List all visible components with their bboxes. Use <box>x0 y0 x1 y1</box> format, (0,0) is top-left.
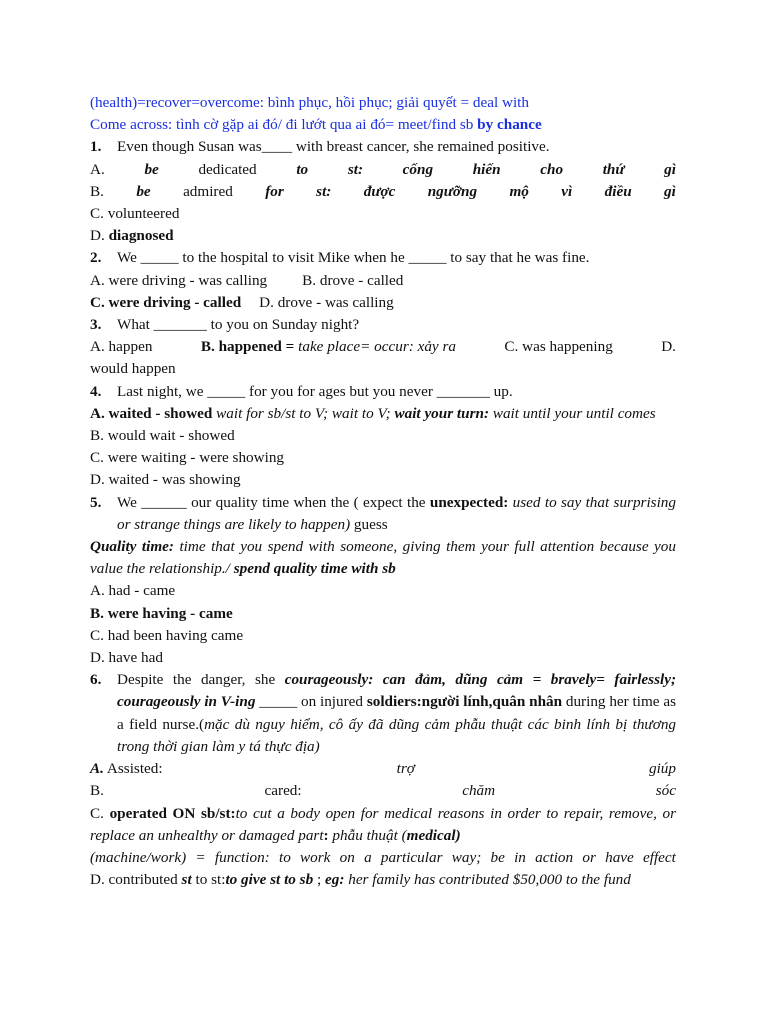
option-6b: B. cared: chăm sóc <box>90 782 676 800</box>
question-6 <box>90 669 676 758</box>
option-3b: B. happened = take place= occur: xảy ra <box>200 338 456 356</box>
option-1b: B. be admired for st: được ngưỡng mộ vì điều gì <box>90 182 676 200</box>
answer-highlight: diagnosed <box>108 227 174 245</box>
option-4a: A. waited - showed wait for sb/st to V; wait to V; wait your turn: wait until your until comes <box>90 404 656 422</box>
question-number: 5. <box>90 493 102 511</box>
question-number: 6. <box>90 671 102 689</box>
note-machine-work: (machine/work) = function: to work on a particular way; be in action or have effect <box>90 848 676 866</box>
question-number: 4. <box>90 382 102 400</box>
option-3d: D. <box>661 338 676 356</box>
question-2 <box>90 247 676 269</box>
option-3c: C. was happening <box>504 338 613 356</box>
options-2cd <box>90 292 676 314</box>
option-6a: A. Assisted: trợ giúp <box>90 760 676 778</box>
option-4b: B. would wait - showed <box>90 427 235 445</box>
option-2d: D. drove - was calling <box>259 293 394 311</box>
note-by-chance: by chance <box>477 116 542 134</box>
question-3 <box>90 314 676 336</box>
question-5 <box>90 492 676 536</box>
option-4d: D. waited - was showing <box>90 471 241 489</box>
question-number: 2. <box>90 249 102 267</box>
question-stem: Despite the danger, she courageously: can đảm, dũng cảm = bravely= fairlessly; courageously in V-ing _____ on injured soldiers:người lính,quân nhân during her time as a field nurse.(mặc dù nguy hiểm, cô ấy đã dũng cảm phẫu thuật các binh lính bị thương trong thời gian làm y tá thực địa) <box>117 671 677 755</box>
question-stem: We _____ to the hospital to visit Mike when he _____ to say that he was fine. <box>117 249 590 267</box>
option-3d-cont: would happen <box>90 360 176 378</box>
option-2c: C. were driving - called <box>90 293 242 311</box>
option-5a: A. had - came <box>90 582 176 600</box>
question-1 <box>90 136 676 158</box>
option-1d: D. diagnosed <box>90 227 174 245</box>
option-4c: C. were waiting - were showing <box>90 449 285 467</box>
question-number: 1. <box>90 138 102 156</box>
option-5d: D. have had <box>90 649 163 667</box>
question-stem: We ______ our quality time when the ( expect the unexpected: used to say that surprising or strange things are likely to happen) guess <box>117 493 676 533</box>
option-5c: C. had been having came <box>90 626 244 644</box>
question-stem: Last night, we _____ for you for ages but you never _______ up. <box>117 382 513 400</box>
note-quality-time: Quality time: time that you spend with someone, giving them your full attention because you value the relationship./ spend quality time with sb <box>90 538 676 578</box>
option-1c: C. volunteered <box>90 205 180 223</box>
option-2b: B. drove - called <box>302 271 404 289</box>
options-2ab <box>90 270 676 292</box>
question-number: 3. <box>90 316 102 334</box>
question-stem: What _______ to you on Sunday night? <box>117 316 360 334</box>
option-1a: A. be dedicated to st: cống hiến cho thứ gì <box>90 160 676 178</box>
note-come-across: Come across: tình cờ gặp ai đó/ đi lướt qua ai đó= meet/find sb by chance <box>90 116 542 134</box>
question-stem: Even though Susan was____ with breast cancer, she remained positive. <box>117 138 550 156</box>
option-5b: B. were having - came <box>90 604 233 622</box>
options-3 <box>90 336 676 358</box>
option-6d: D. contributed st to st:to give st to sb ; eg: her family has contributed $50,000 to the fund <box>90 871 631 889</box>
question-4 <box>90 381 676 403</box>
option-3a: A. happen <box>90 338 153 356</box>
document-body <box>90 92 676 891</box>
option-2a: A. were driving - was calling <box>90 271 268 289</box>
note-recover: (health)=recover=overcome: bình phục, hồi phục; giải quyết = deal with <box>90 94 529 111</box>
option-6c: C. operated ON sb/st:to cut a body open for medical reasons in order to repair, remove, or replace an unhealthy or damaged part: phẫu thuật (medical) <box>90 804 676 844</box>
